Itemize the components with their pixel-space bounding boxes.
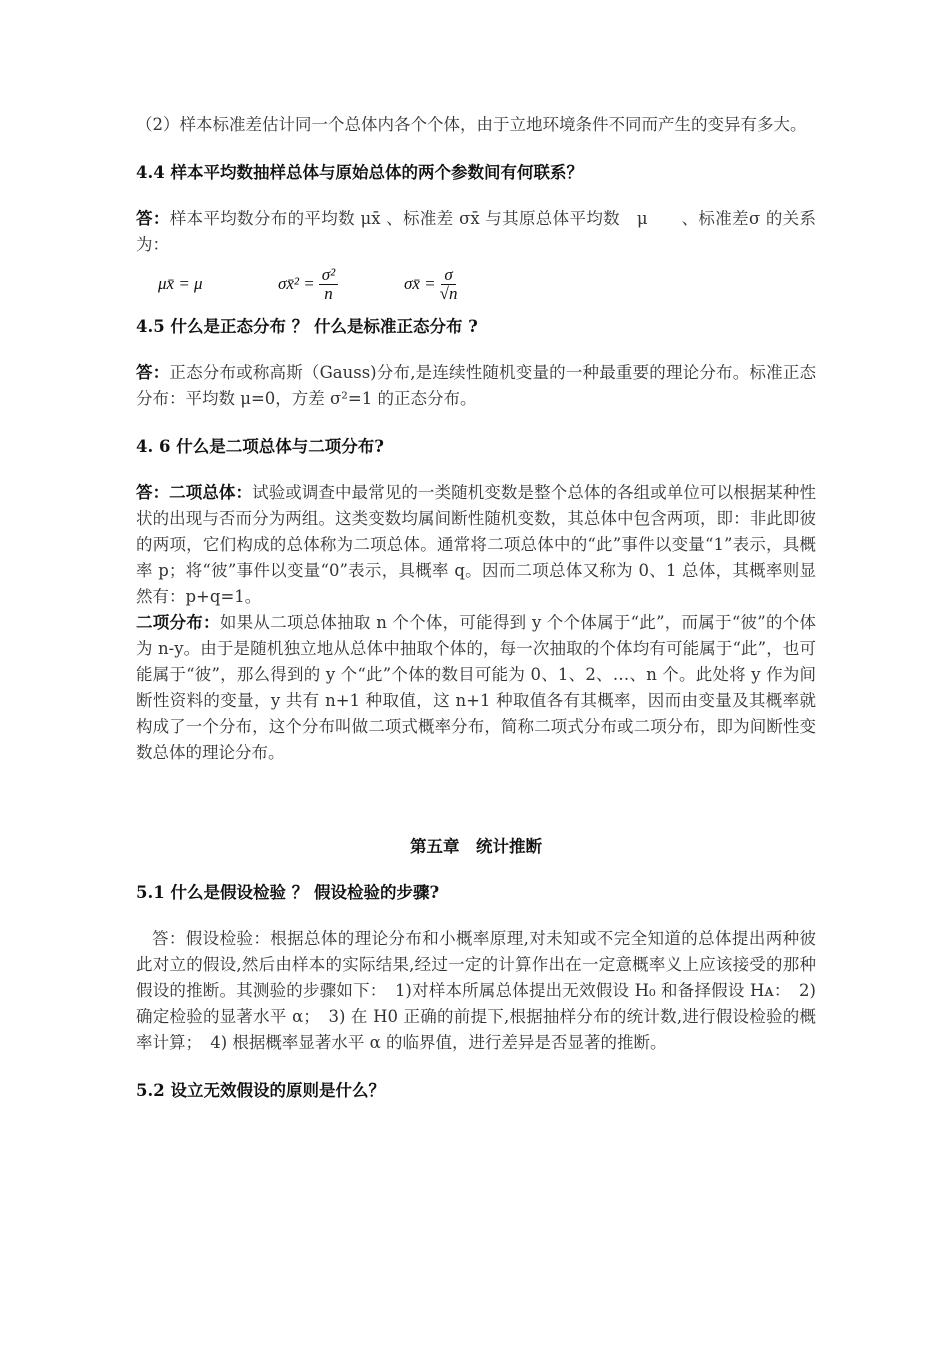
- answer-4-6-binomial-distribution: [136, 610, 816, 766]
- formula-variance: σx̄² = $\frac{\text{σ²}}{n}$: [278, 258, 338, 310]
- answer-4-5: [136, 360, 816, 412]
- answer-label: 答：: [136, 209, 170, 228]
- answer-4-6-text-2: 如果从二项总体抽取 n 个个体，可能得到 y 个个体属于“此”，而属于“彼”的个体为 n-y。由于是随机独立地从总体中抽取个体的，每一次抽取的个体均有可能属于“此”，也可能属于“彼”，那么得到的 y 个“此”个体的数目可能为 0、1、2、…、n 个。此处将 y 作为间断性资料的变量，y 共有 n+1 种取值，这 n+1 种取值各有其概率，因而由变量及其概率就构成了一个分布，这个分布叫做二项式概率分布，简称二项式分布或二项分布，即为间断性变数总体的理论分布。: [136, 613, 817, 762]
- answer-4-6-binomial-population: [136, 480, 816, 610]
- answer-5-1: 答：假设检验：根据总体的理论分布和小概率原理,对未知或不完全知道的总体提出两种彼此对立的假设,然后由样本的实际结果,经过一定的计算作出在一定意概率义上应该接受的那种假设的推断。其测验的步骤如下： 1)对样本所属总体提出无效假设 H₀ 和备择假设 Hᴀ： 2) 确定检验的显著水平 α； 3) 在 H0 正确的前提下,根据抽样分布的统计数,进行假设检验的概率计算； 4) 根据概率显著水平 α 的临界值，进行差异是否显著的推断。: [136, 929, 816, 1052]
- answer-4-4: [136, 206, 816, 258]
- answer-4-4-text: 样本平均数分布的平均数 μx̄ 、标准差 σx̄ 与其原总体平均数 μ 、标准差σ 的关系为：: [136, 209, 816, 254]
- answer-label: 二项分布：: [136, 613, 220, 632]
- formula-standard-error: σx̄ = $\frac{\sigma}{√n}$: [404, 264, 458, 303]
- answer-label: 答：: [136, 363, 170, 382]
- question-4-6: 4. 6 什么是二项总体与二项分布?: [136, 437, 384, 456]
- question-4-4: 4.4 样本平均数抽样总体与原始总体的两个参数间有何联系？: [136, 163, 583, 182]
- formula-row: [136, 258, 816, 310]
- answer-label: 答：二项总体：: [136, 483, 253, 502]
- answer-4-6-text-1: 试验或调查中最常见的一类随机变数是整个总体的各组或单位可以根据某种性状的出现与否而分为两组。这类变数均属间断性随机变数，其总体中包含两项，即：非此即彼的两项，它们构成的总体称为二项总体。通常将二项总体中的“此”事件以变量“1”表示，具概率 p；将“彼”事件以变量“0”表示，具概率 q。因而二项总体又称为 0、1 总体，其概率则显然有：p+q=1。: [136, 483, 817, 606]
- formula-mean: μx̄ = μ: [158, 274, 203, 293]
- question-5-1: 5.1 什么是假设检验 ？ 假设检验的步骤?: [136, 883, 440, 902]
- question-5-2: 5.2 设立无效假设的原则是什么？: [136, 1081, 385, 1100]
- chapter-title: 第五章 统计推断: [410, 837, 542, 856]
- document-page: [136, 112, 816, 1104]
- paragraph-sample-sd: （2）样本标准差估计同一个总体内各个个体，由于立地环境条件不同而产生的变异有多大。: [136, 115, 807, 134]
- question-4-5: 4.5 什么是正态分布 ？ 什么是标准正态分布 ?: [136, 317, 478, 336]
- answer-4-5-text: 正态分布或称高斯（Gauss)分布,是连续性随机变量的一种最重要的理论分布。标准正态分布：平均数 μ=0，方差 σ²=1 的正态分布。: [136, 363, 817, 408]
